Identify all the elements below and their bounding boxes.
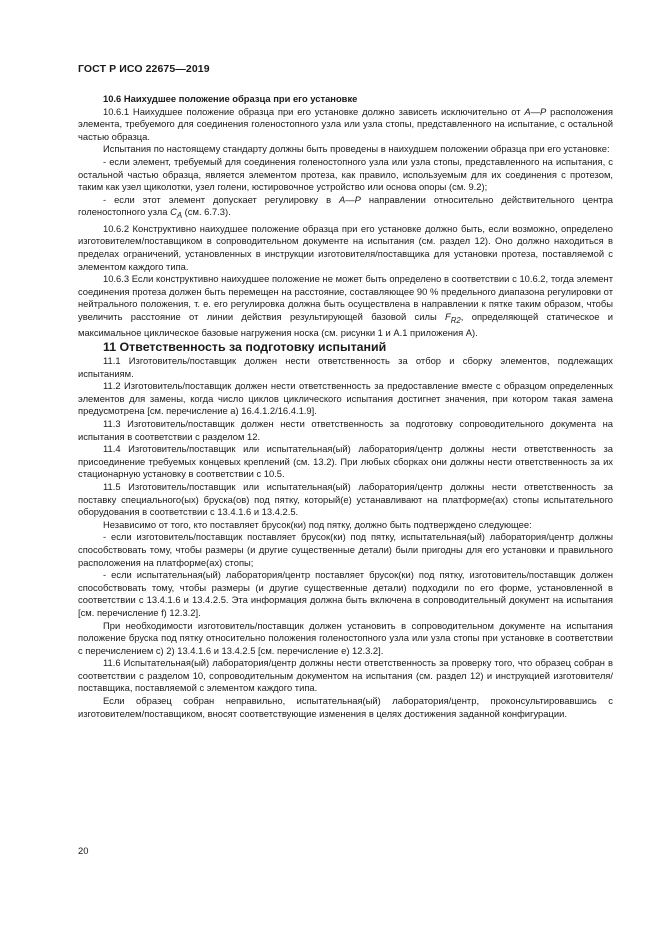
paragraph-10-6-2: 10.6.2 Конструктивно наихудшее положение образца при его установке должно быть, если возможно, определено изготовителем/поставщиком в сопроводительном документе на испытания (см. раздел 12). Оно должно находиться в пределах ограничений, установленных в инструкции изготовителя/поставщика для установки протеза, поставляемой с элементом каждого типа.	[78, 222, 613, 272]
section-heading: 11 Ответственность за подготовку испытаний	[103, 340, 387, 355]
document-header: ГОСТ Р ИСО 22675—2019	[78, 63, 210, 75]
paragraph-11-4: 11.4 Изготовитель/поставщик или испытательная(ый) лаборатория/центр должны нести ответственность за присоединение требуемых концевых креплений (см. 13.2). При любых сборках они должны нести ответственность за их стационарную установку в соответствии с 10.5.	[78, 443, 613, 480]
paragraph-11-5: 11.5 Изготовитель/поставщик или испытательная(ый) лаборатория/центр должны нести ответственность за поставку специального(ых) бруска(ов) под пятку, который(е) устанавливают на платформе(ах) стопы испытательного оборудования в соответствии с 13.4.1.6 и 13.4.2.5.	[78, 480, 613, 518]
list-item: - если этот элемент допускает регулировку в А—Р направлении относительно действительного центра голеностопного узла $C_A$ (см. 6.7.3).	[78, 193, 613, 221]
list-item: - если изготовитель/поставщик поставляет брусок(ки) под пятку, испытательная(ый) лаборатория/центр должны способствовать тому, чтобы размеры (и другие существенные детали) были пригодны для его установки и правильного расположения на платформе(ах) стопы;	[78, 531, 613, 568]
paragraph-11-1: 11.1 Изготовитель/поставщик должен нести ответственность за отбор и сборку элементов, подлежащих испытаниям.	[78, 355, 613, 379]
document-body	[78, 93, 613, 720]
page-number: 20	[78, 845, 89, 856]
list-item: - если испытательная(ый) лаборатория/центр поставляет брусок(ки) под пятку, изготовитель/поставщик должен способствовать тому, чтобы размеры (и другие существенные детали) подходили по его форме, установленной в соответствии с 13.4.1.6 и 13.4.2.5. Эта информация должна быть включена в сопроводительный документ на испытания [см. перечисление f) 12.3.2].	[78, 569, 613, 618]
paragraph: Испытания по настоящему стандарту должны быть проведены в наихудшем положении образца при его установке:	[103, 143, 610, 155]
list-item: - если элемент, требуемый для соединения голеностопного узла или узла стопы, представленного на испытания, с остальной частью образца, является элементом протеза, как правило, используемым для их соединения с протезом, таким как узел щиколотки, узел голени, юстировочное устройство или основа опоры (см. 9.2);	[78, 155, 613, 193]
paragraph-10-6-3: 10.6.3 Если конструктивно наихудшее положение не может быть определено в соответствии с 10.6.2, тогда элемент соединения протеза должен быть перемещен на расстояние, составляющее 90 % предельного диапазона регулировки от нейтрального положения, т. е. его регулировка должна быть осуществлена в направлении к пятке таким образом, чтобы увеличить расстояние от линии действия результирующей базовой силы $F_{R2}$, определяющей статическое и максимальное циклическое базовые нагружения носка (см. рисунки 1 и А.1 приложения А).	[78, 273, 614, 339]
paragraph-11-6: 11.6 Испытательная(ый) лаборатория/центр должны нести ответственность за проверку того, что образец собран в соответствии с разделом 10, сопроводительным документом на испытания (см. раздел 12) и инструкцией изготовителя/поставщика, поставляемой с элементом каждого типа.	[78, 657, 613, 694]
paragraph: Если образец собран неправильно, испытательная(ый) лаборатория/центр, проконсультировавшись с изготовителем/поставщиком, вносят соответствующие изменения в целях достижения заданной конфигурации.	[78, 695, 613, 719]
subsection-heading: 10.6 Наихудшее положение образца при его установке	[103, 93, 358, 104]
paragraph-10-6-1: 10.6.1 Наихудшее положение образца при его установке должно зависеть исключительно от А—Р расположения элемента, требуемого для соединения голеностопного узла или узла стопы, представленного на испытание, с остальной частью образца.	[78, 105, 613, 142]
paragraph-11-3: 11.3 Изготовитель/поставщик должен нести ответственность за подготовку сопроводительного документа на испытания в соответствии с разделом 12.	[78, 418, 613, 442]
paragraph: При необходимости изготовитель/поставщик должен установить в сопроводительном документе на испытания положение бруска под пятку относительно положения голеностопного узла или узла стопы при установке в соответствии с перечислением c) 2) 13.4.1.6 и 13.4.2.5 [см. перечисление e) 12.3.2].	[78, 619, 613, 656]
paragraph: Независимо от того, кто поставляет брусок(ки) под пятку, должно быть подтверждено следующее:	[103, 518, 532, 530]
paragraph-11-2: 11.2 Изготовитель/поставщик должен нести ответственность за предоставление вместе с образцом определенных элементов для замены, когда число циклов циклического испытания достигнет значения, при котором такая замена предусмотрена [см. перечисление a) 16.4.1.2/16.4.1.9].	[78, 380, 613, 417]
